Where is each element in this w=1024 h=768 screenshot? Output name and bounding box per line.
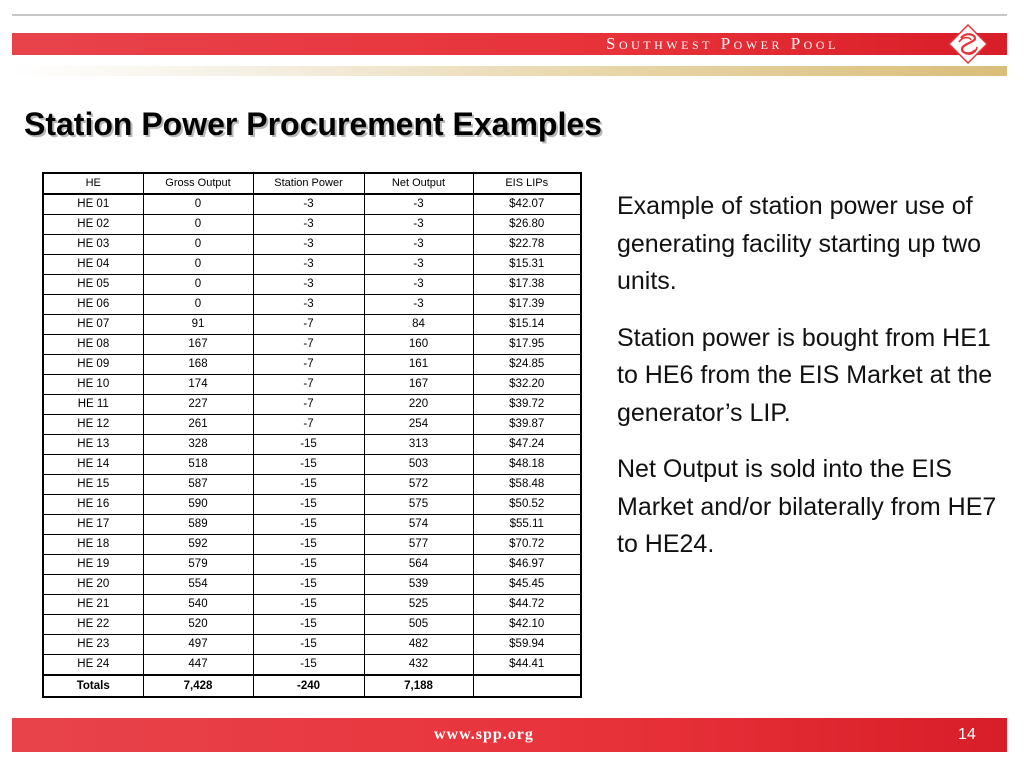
station-power-cell: -3 (253, 295, 364, 315)
table-row (43, 595, 581, 615)
table-row (43, 535, 581, 555)
table-row (43, 375, 581, 395)
note-paragraph: Example of station power use of generating facility starting up two units. (617, 192, 982, 295)
gross-output-cell: 167 (143, 335, 253, 355)
page-number: 14 (958, 726, 976, 743)
station-power-cell: -15 (253, 455, 364, 475)
gross-output-cell: 540 (143, 595, 253, 615)
he-cell: HE 19 (43, 555, 143, 575)
gross-output-cell: 0 (143, 194, 253, 215)
table-body (43, 194, 581, 675)
station-power-cell: -3 (253, 215, 364, 235)
eis-lip-cell: $24.85 (473, 355, 581, 375)
eis-lip-cell: $58.48 (473, 475, 581, 495)
eis-lip-cell: $48.18 (473, 455, 581, 475)
gross-output-cell: 590 (143, 495, 253, 515)
station-power-cell: -15 (253, 515, 364, 535)
table-row (43, 395, 581, 415)
table-row (43, 194, 581, 215)
station-power-cell: -3 (253, 235, 364, 255)
table-row (43, 275, 581, 295)
he-cell: HE 13 (43, 435, 143, 455)
station-power-cell: -15 (253, 475, 364, 495)
explanation-text (617, 188, 997, 583)
table-row (43, 235, 581, 255)
net-output-cell: 575 (364, 495, 473, 515)
net-output-cell: 432 (364, 655, 473, 676)
station-power-cell: -3 (253, 275, 364, 295)
he-cell: HE 20 (43, 575, 143, 595)
totals-gross-output: 7,428 (143, 675, 253, 697)
totals-label: Totals (43, 675, 143, 697)
he-cell: HE 09 (43, 355, 143, 375)
table-row (43, 615, 581, 635)
net-output-cell: 525 (364, 595, 473, 615)
station-power-cell: -15 (253, 495, 364, 515)
he-cell: HE 05 (43, 275, 143, 295)
he-cell: HE 12 (43, 415, 143, 435)
he-cell: HE 18 (43, 535, 143, 555)
station-power-cell: -7 (253, 375, 364, 395)
table-row (43, 555, 581, 575)
net-output-cell: 564 (364, 555, 473, 575)
table-row (43, 635, 581, 655)
eis-lip-cell: $17.38 (473, 275, 581, 295)
gross-output-cell: 587 (143, 475, 253, 495)
table-row (43, 575, 581, 595)
eis-lip-cell: $50.52 (473, 495, 581, 515)
he-cell: HE 21 (43, 595, 143, 615)
gross-output-cell: 168 (143, 355, 253, 375)
note-paragraph: Station power is bought from HE1 to HE6 from the EIS Market at the generator’s LIP. (617, 323, 993, 427)
net-output-cell: -3 (364, 215, 473, 235)
station-power-cell: -15 (253, 655, 364, 676)
table-row (43, 255, 581, 275)
net-output-cell: -3 (364, 255, 473, 275)
station-power-cell: -15 (253, 595, 364, 615)
header-gold-stripe (12, 66, 1007, 76)
he-cell: HE 14 (43, 455, 143, 475)
station-power-cell: -7 (253, 315, 364, 335)
he-cell: HE 07 (43, 315, 143, 335)
eis-lip-cell: $15.14 (473, 315, 581, 335)
he-cell: HE 03 (43, 235, 143, 255)
eis-lip-cell: $45.45 (473, 575, 581, 595)
net-output-cell: 167 (364, 375, 473, 395)
eis-lip-cell: $55.11 (473, 515, 581, 535)
he-cell: HE 11 (43, 395, 143, 415)
station-power-cell: -3 (253, 194, 364, 215)
station-power-cell: -7 (253, 395, 364, 415)
gross-output-cell: 592 (143, 535, 253, 555)
gross-output-cell: 328 (143, 435, 253, 455)
table-row (43, 295, 581, 315)
net-output-cell: -3 (364, 235, 473, 255)
station-power-cell: -15 (253, 635, 364, 655)
column-header: EIS LIPs (473, 173, 581, 194)
top-divider (12, 14, 1007, 16)
eis-lip-cell: $59.94 (473, 635, 581, 655)
station-power-table (42, 172, 582, 698)
page-title: Station Power Procurement Examples (24, 106, 602, 142)
net-output-cell: 84 (364, 315, 473, 335)
he-cell: HE 16 (43, 495, 143, 515)
he-cell: HE 06 (43, 295, 143, 315)
he-cell: HE 01 (43, 194, 143, 215)
he-cell: HE 08 (43, 335, 143, 355)
column-header: HE (43, 173, 143, 194)
gross-output-cell: 0 (143, 255, 253, 275)
brand-name: Southwest Power Pool (606, 34, 839, 53)
net-output-cell: 161 (364, 355, 473, 375)
gross-output-cell: 91 (143, 315, 253, 335)
eis-lip-cell: $46.97 (473, 555, 581, 575)
table-row (43, 355, 581, 375)
gross-output-cell: 0 (143, 235, 253, 255)
column-header: Station Power (253, 173, 364, 194)
station-power-cell: -15 (253, 555, 364, 575)
totals-station-power: -240 (253, 675, 364, 697)
table-row (43, 475, 581, 495)
eis-lip-cell: $39.72 (473, 395, 581, 415)
eis-lip-cell: $42.07 (473, 194, 581, 215)
table-row (43, 415, 581, 435)
note-paragraph: Net Output is sold into the EIS Market and/or bilaterally from HE7 to HE24. (617, 455, 997, 558)
gross-output-cell: 589 (143, 515, 253, 535)
station-power-cell: -15 (253, 435, 364, 455)
totals-eis-lips (473, 675, 581, 697)
table-row (43, 515, 581, 535)
station-power-cell: -7 (253, 415, 364, 435)
he-cell: HE 15 (43, 475, 143, 495)
gross-output-cell: 554 (143, 575, 253, 595)
net-output-cell: 482 (364, 635, 473, 655)
gross-output-cell: 0 (143, 275, 253, 295)
station-power-cell: -7 (253, 355, 364, 375)
net-output-cell: 574 (364, 515, 473, 535)
he-cell: HE 23 (43, 635, 143, 655)
eis-lip-cell: $44.41 (473, 655, 581, 676)
he-cell: HE 17 (43, 515, 143, 535)
gross-output-cell: 0 (143, 295, 253, 315)
table-header-row (43, 173, 581, 194)
eis-lip-cell: $70.72 (473, 535, 581, 555)
gross-output-cell: 0 (143, 215, 253, 235)
column-header: Gross Output (143, 173, 253, 194)
gross-output-cell: 518 (143, 455, 253, 475)
he-cell: HE 02 (43, 215, 143, 235)
table-row (43, 655, 581, 676)
table-row (43, 455, 581, 475)
eis-lip-cell: $39.87 (473, 415, 581, 435)
totals-net-output: 7,188 (364, 675, 473, 697)
gross-output-cell: 174 (143, 375, 253, 395)
station-power-cell: -3 (253, 255, 364, 275)
station-power-cell: -15 (253, 575, 364, 595)
table-row (43, 435, 581, 455)
he-cell: HE 24 (43, 655, 143, 676)
table-row (43, 315, 581, 335)
header-bar (12, 33, 1007, 55)
eis-lip-cell: $26.80 (473, 215, 581, 235)
gross-output-cell: 579 (143, 555, 253, 575)
gross-output-cell: 227 (143, 395, 253, 415)
gross-output-cell: 447 (143, 655, 253, 676)
eis-lip-cell: $15.31 (473, 255, 581, 275)
net-output-cell: 539 (364, 575, 473, 595)
column-header: Net Output (364, 173, 473, 194)
station-power-cell: -7 (253, 335, 364, 355)
net-output-cell: 313 (364, 435, 473, 455)
table-row (43, 335, 581, 355)
net-output-cell: 505 (364, 615, 473, 635)
net-output-cell: 160 (364, 335, 473, 355)
footer-url-link[interactable]: www.spp.org (434, 726, 534, 743)
eis-lip-cell: $32.20 (473, 375, 581, 395)
he-cell: HE 22 (43, 615, 143, 635)
gross-output-cell: 261 (143, 415, 253, 435)
gross-output-cell: 497 (143, 635, 253, 655)
net-output-cell: -3 (364, 275, 473, 295)
eis-lip-cell: $47.24 (473, 435, 581, 455)
net-output-cell: 577 (364, 535, 473, 555)
eis-lip-cell: $17.95 (473, 335, 581, 355)
gross-output-cell: 520 (143, 615, 253, 635)
net-output-cell: 220 (364, 395, 473, 415)
net-output-cell: 572 (364, 475, 473, 495)
net-output-cell: -3 (364, 295, 473, 315)
he-cell: HE 10 (43, 375, 143, 395)
eis-lip-cell: $22.78 (473, 235, 581, 255)
eis-lip-cell: $17.39 (473, 295, 581, 315)
table-row (43, 495, 581, 515)
eis-lip-cell: $44.72 (473, 595, 581, 615)
table-row (43, 215, 581, 235)
net-output-cell: 254 (364, 415, 473, 435)
station-power-cell: -15 (253, 535, 364, 555)
he-cell: HE 04 (43, 255, 143, 275)
net-output-cell: -3 (364, 194, 473, 215)
spp-diamond-logo-icon (948, 24, 988, 64)
eis-lip-cell: $42.10 (473, 615, 581, 635)
station-power-cell: -15 (253, 615, 364, 635)
net-output-cell: 503 (364, 455, 473, 475)
totals-row (43, 675, 581, 697)
